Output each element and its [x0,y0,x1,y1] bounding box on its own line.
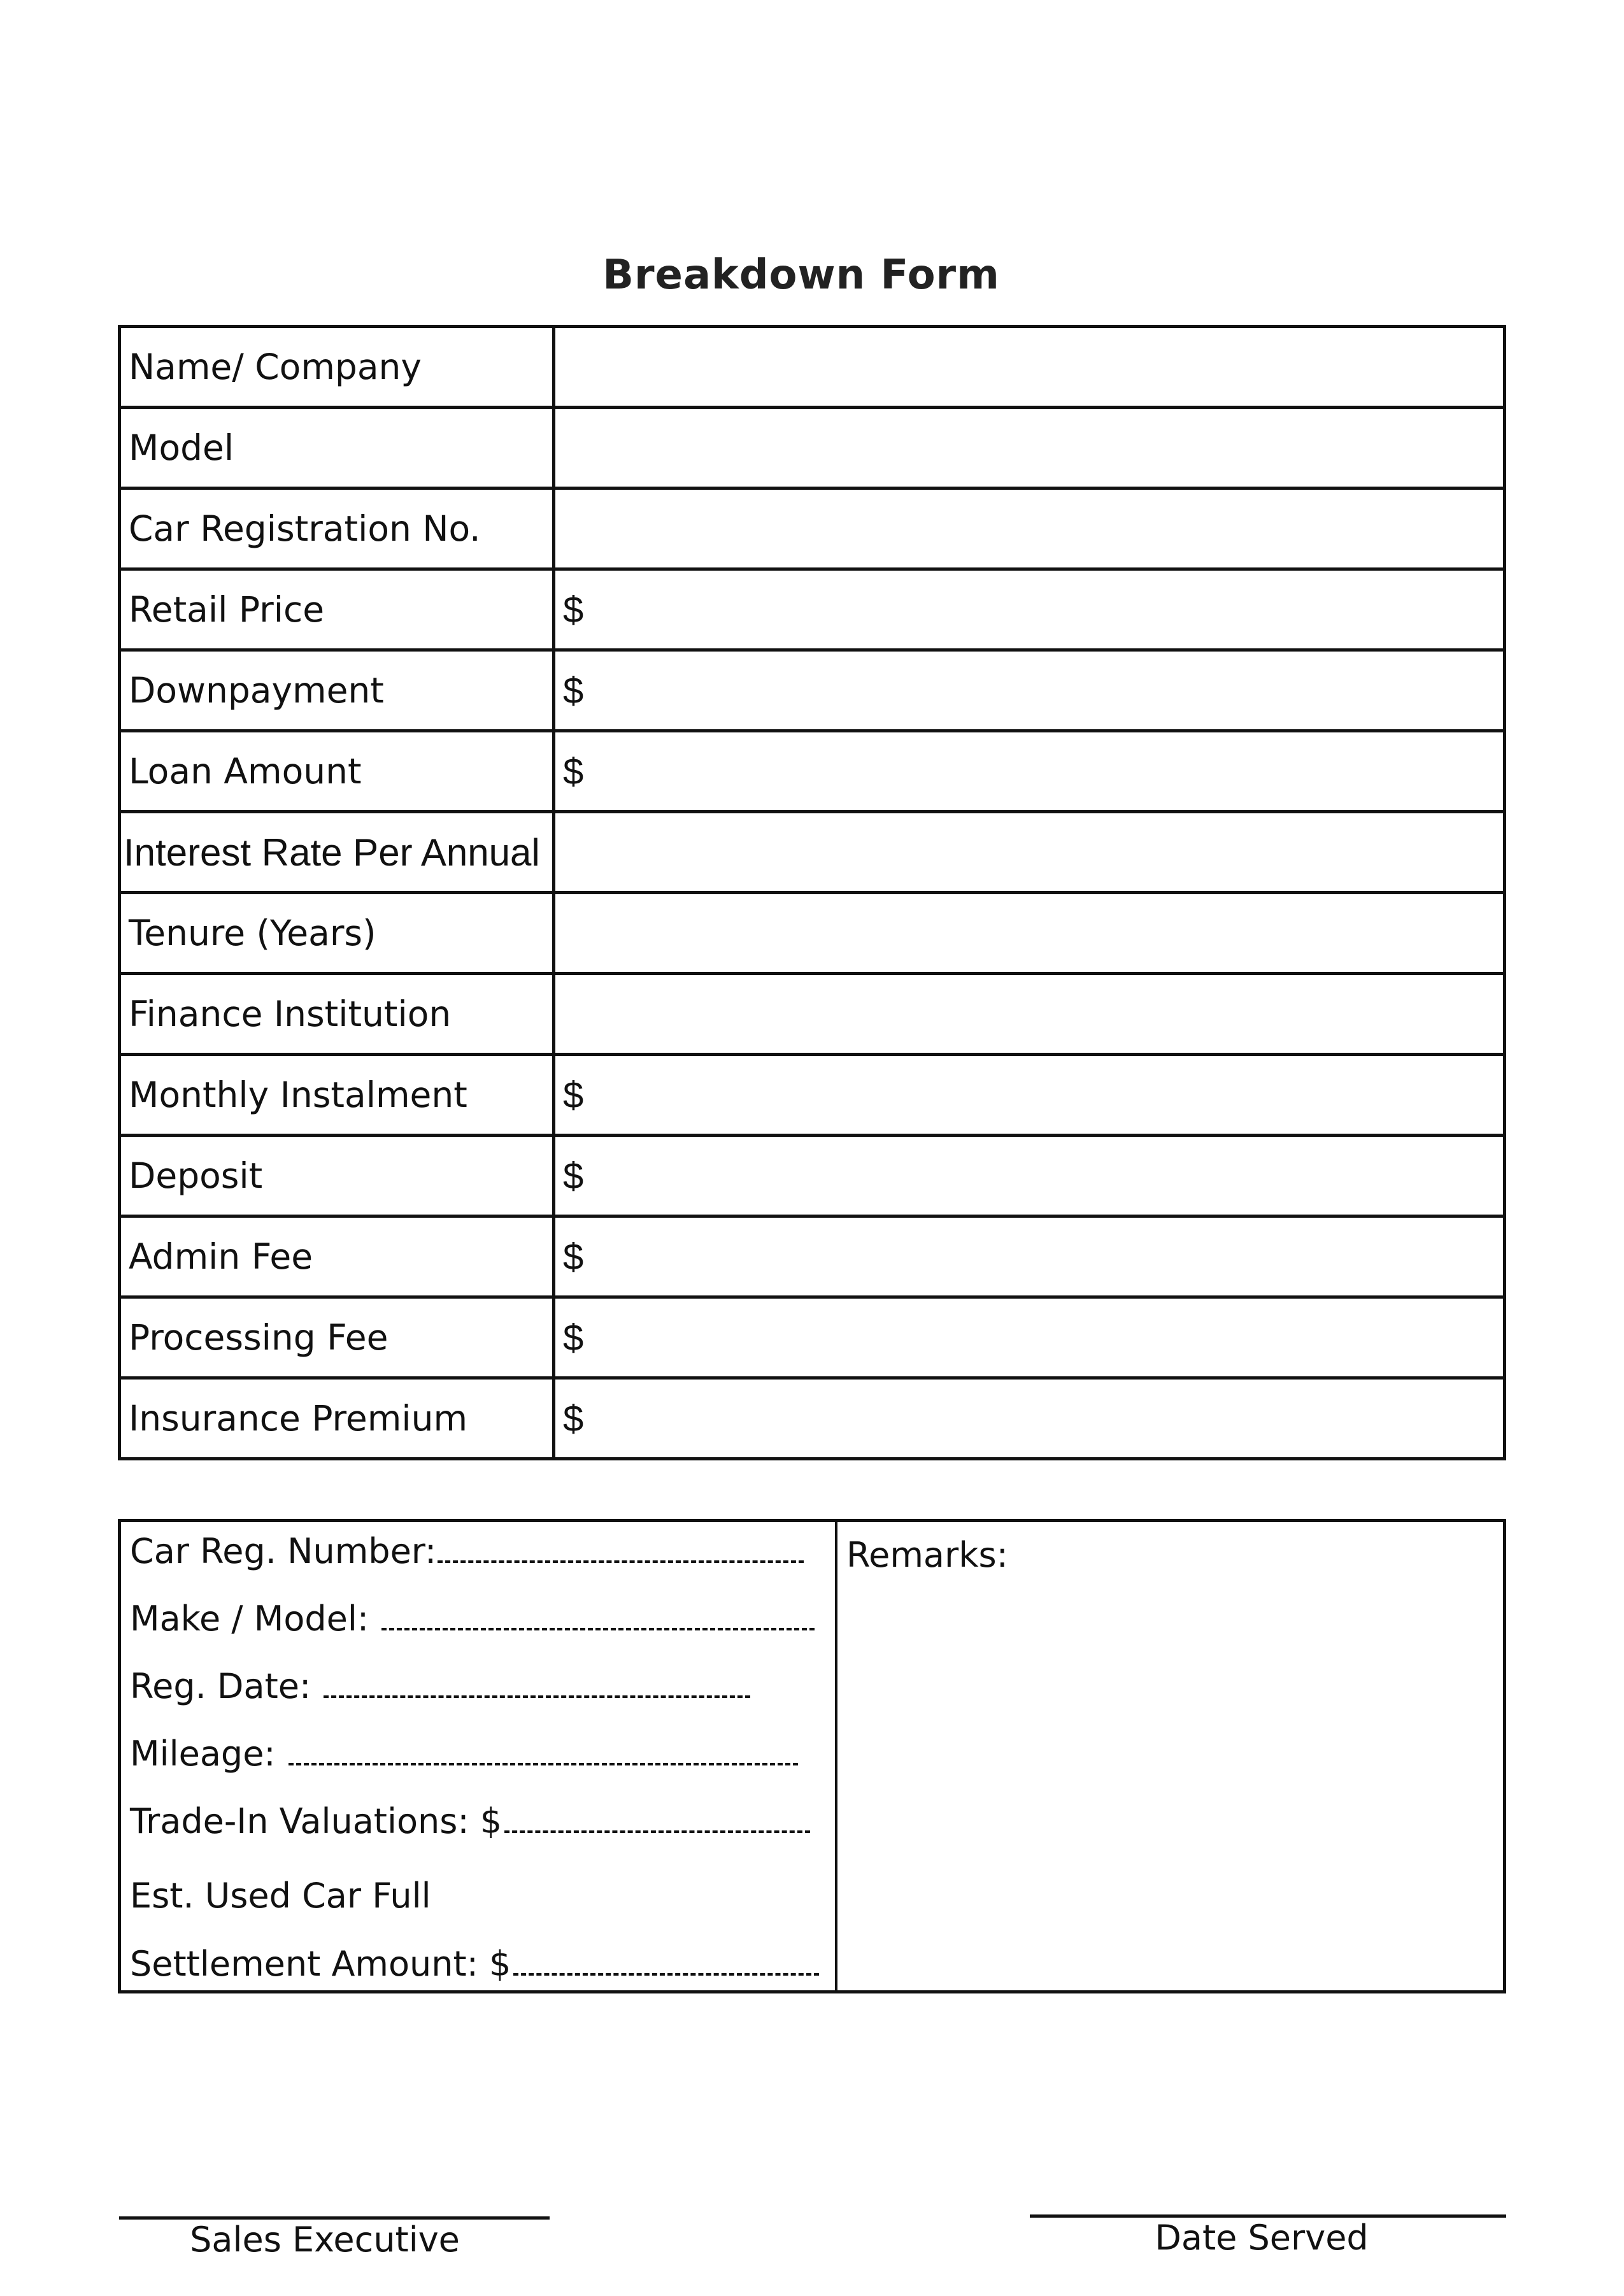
interest-rate-field[interactable] [554,812,1505,893]
table-row [120,893,1505,974]
processing-fee-label: Processing Fee [120,1297,554,1378]
sales-executive-caption: Sales Executive [190,2220,460,2260]
monthly-instalment-label: Monthly Instalment [120,1055,554,1136]
make-model-line [130,1599,815,1639]
trade-in-valuations-label: Trade-In Valuations: $ [130,1801,502,1841]
trade-in-details [121,1522,837,1990]
date-served-signature [1030,2214,1506,2258]
settlement-amount-blank[interactable] [513,1973,819,1976]
table-row [120,1378,1505,1459]
admin-fee-label: Admin Fee [120,1216,554,1297]
reg-date-line [130,1666,750,1706]
loan-amount-label: Loan Amount [120,731,554,812]
table-row [120,488,1505,569]
interest-rate-label: Interest Rate Per Annual [120,812,554,893]
table-row [120,1216,1505,1297]
form-title: Breakdown Form [602,252,1000,299]
make-model-label: Make / Model: [130,1599,369,1639]
model-label: Model [120,408,554,488]
table-row [120,1055,1505,1136]
settlement-label-2: Settlement Amount: $ [130,1944,511,1984]
table-row [120,974,1505,1055]
remarks-section [837,1522,1503,1990]
car-registration-label: Car Registration No. [120,488,554,569]
table-row [120,569,1505,650]
mileage-line [130,1734,798,1774]
remarks-field[interactable] [846,1586,1494,1981]
model-field[interactable] [554,408,1505,488]
reg-date-blank[interactable] [324,1695,750,1698]
retail-price-label: Retail Price [120,569,554,650]
mileage-blank[interactable] [288,1763,798,1765]
trade-in-valuations-line [130,1801,810,1841]
trade-in-valuations-blank[interactable] [504,1830,810,1833]
downpayment-field[interactable]: $ [554,650,1505,731]
downpayment-label: Downpayment [120,650,554,731]
processing-fee-field[interactable]: $ [554,1297,1505,1378]
insurance-premium-label: Insurance Premium [120,1378,554,1459]
table-row [120,812,1505,893]
breakdown-table [118,325,1506,1460]
loan-amount-field[interactable]: $ [554,731,1505,812]
name-company-field[interactable] [554,327,1505,408]
name-company-label: Name/ Company [120,327,554,408]
insurance-premium-field[interactable]: $ [554,1378,1505,1459]
car-reg-number-blank[interactable] [438,1560,804,1563]
table-row [120,650,1505,731]
settlement-line-2 [130,1944,819,1984]
deposit-label: Deposit [120,1136,554,1216]
finance-institution-label: Finance Institution [120,974,554,1055]
deposit-field[interactable]: $ [554,1136,1505,1216]
table-row [120,1297,1505,1378]
mileage-label: Mileage: [130,1734,276,1774]
car-registration-field[interactable] [554,488,1505,569]
tenure-label: Tenure (Years) [120,893,554,974]
admin-fee-field[interactable]: $ [554,1216,1505,1297]
make-model-blank[interactable] [381,1628,815,1630]
sales-executive-signature [119,2216,550,2260]
finance-institution-field[interactable] [554,974,1505,1055]
car-reg-number-line [130,1531,804,1571]
table-row [120,327,1505,408]
table-row [120,1136,1505,1216]
monthly-instalment-field[interactable]: $ [554,1055,1505,1136]
reg-date-label: Reg. Date: [130,1666,311,1706]
settlement-label-1: Est. Used Car Full [130,1876,431,1916]
date-served-caption: Date Served [1155,2218,1369,2258]
tenure-field[interactable] [554,893,1505,974]
settlement-line-1 [130,1876,431,1916]
retail-price-field[interactable]: $ [554,569,1505,650]
table-row [120,408,1505,488]
remarks-label: Remarks: [846,1535,1008,1575]
trade-in-section [118,1519,1506,1993]
table-row [120,731,1505,812]
car-reg-number-label: Car Reg. Number: [130,1531,437,1571]
